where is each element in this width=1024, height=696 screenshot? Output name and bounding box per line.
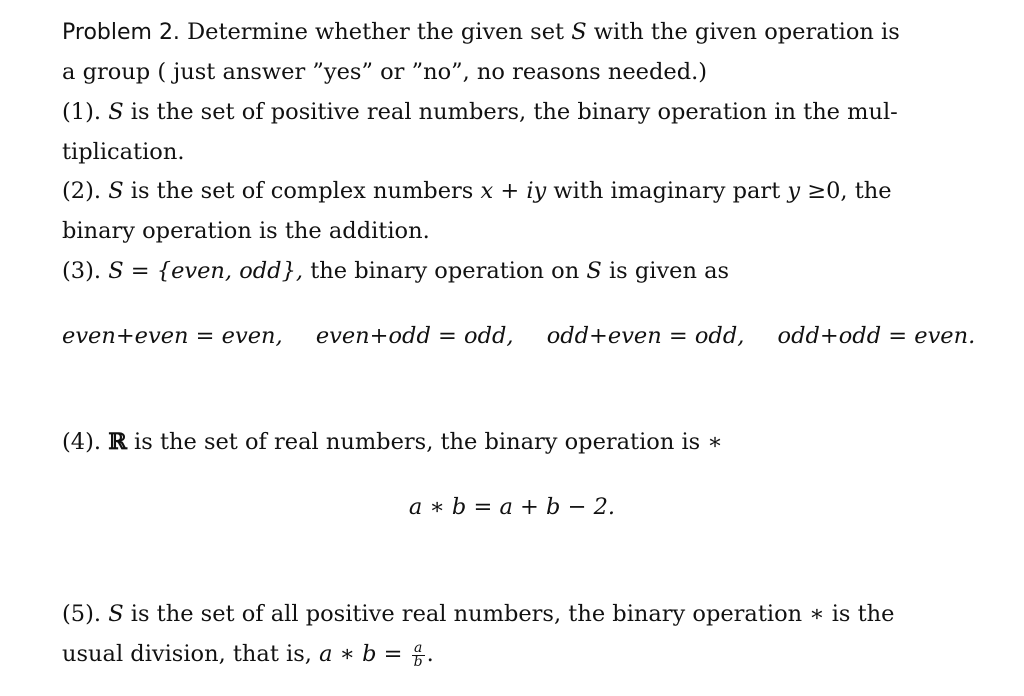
item-5-fraction-denominator: b [413, 653, 423, 670]
item-3-equations [62, 316, 975, 356]
item-3-eq-1: even+even = even, [62, 323, 283, 349]
item-3-eq-4: odd+odd = even. [777, 323, 976, 349]
item-4-reals-symbol: ℝ [108, 429, 127, 455]
item-5-fraction-numerator: a [412, 642, 425, 656]
item-2-text-b: with imaginary part [553, 178, 781, 204]
item-3-eq-2: even+odd = odd, [315, 323, 514, 349]
item-1-number: (1). [62, 99, 102, 125]
item-1-set-symbol: S [108, 99, 124, 125]
item-2-line-2: binary operation is the addition. [62, 218, 430, 244]
item-4-line-1 [62, 422, 723, 462]
item-3-set-symbol: S [586, 258, 602, 284]
item-5-text-b: usual division, that is, [62, 641, 312, 667]
item-5-period: . [426, 641, 434, 667]
item-1-text: is the set of positive real numbers, the binary operation in the mul- [130, 99, 898, 125]
item-3-text-b: is given as [608, 258, 730, 284]
item-2-number: (2). [62, 178, 102, 204]
item-3-set-definition: S = {even, odd}, [108, 258, 304, 284]
item-3-eq-3: odd+even = odd, [546, 323, 745, 349]
item-3-text: the binary operation on [310, 258, 580, 284]
item-2-complex-expr: x + iy [480, 178, 547, 204]
item-3-number: (3). [62, 258, 102, 284]
item-5-expr: a ∗ b = [319, 641, 403, 667]
item-4-display-equation: a ∗ b = a + b − 2. [408, 494, 616, 520]
intro-set-symbol: S [571, 19, 587, 45]
item-2-set-symbol: S [108, 178, 124, 204]
problem-heading: Problem 2. [62, 20, 180, 45]
item-5-line-2 [62, 634, 434, 674]
problem-intro-line-1 [62, 12, 900, 53]
problem-intro-line-2: a group ( just answer ”yes” or ”no”, no reasons needed.) [62, 59, 708, 85]
item-3-line-1 [62, 251, 729, 291]
item-2-condition: y ≥ [787, 178, 827, 204]
item-2-zero: 0, the [826, 178, 892, 204]
item-4-number: (4). [62, 429, 102, 455]
item-2-line-1 [62, 171, 892, 211]
item-4-text: is the set of real numbers, the binary operation is ∗ [134, 429, 723, 455]
item-5-set-symbol: S [108, 601, 124, 627]
intro-text-a: Determine whether the given set [187, 19, 565, 45]
item-5-number: (5). [62, 601, 102, 627]
item-1-line-2: tiplication. [62, 139, 185, 165]
intro-text-b: with the given operation is [593, 19, 900, 45]
item-5-fraction [412, 639, 425, 670]
item-1-line-1 [62, 92, 898, 132]
item-5-text: is the set of all positive real numbers, the binary operation ∗ is the [130, 601, 895, 627]
item-5-line-1 [62, 594, 894, 634]
item-2-text-a: is the set of complex numbers [130, 178, 474, 204]
